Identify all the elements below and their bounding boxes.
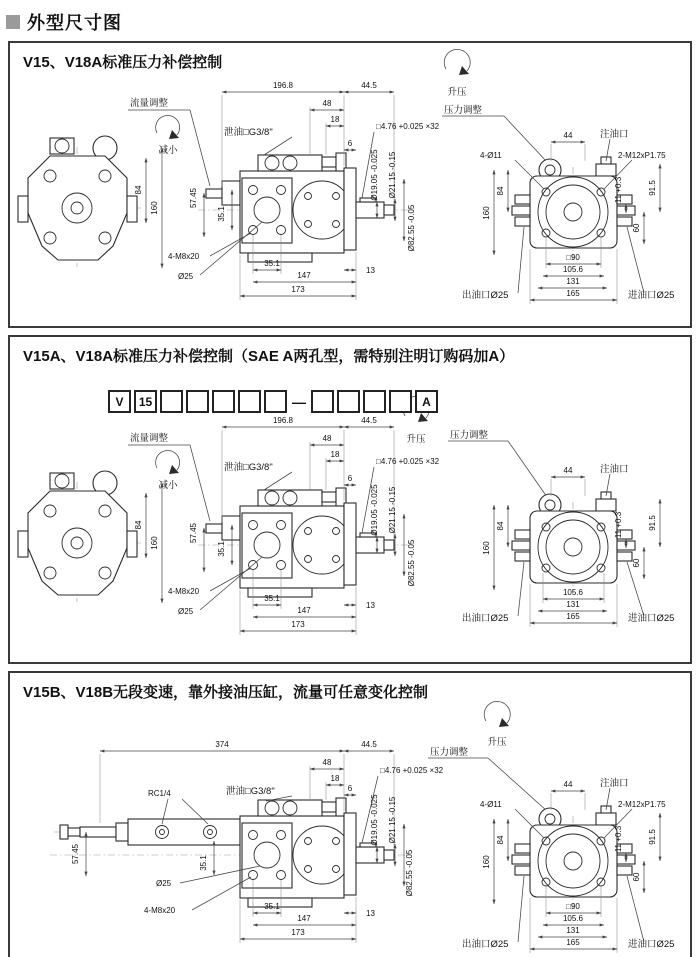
dim-173: 173: [291, 620, 305, 629]
dim-147: 147: [297, 914, 311, 923]
mount-bolts-label: 4-M8x20: [168, 587, 200, 596]
dim-57-45: 57.45: [189, 522, 198, 544]
outlet-port-label: 出油口Ø25: [462, 939, 509, 950]
fill-port-label: 注油口: [600, 129, 629, 140]
code-box-empty: [363, 390, 386, 413]
dim-r84: 84: [496, 521, 505, 531]
page-header: [0, 0, 700, 41]
flow-adjust-label: 流量调整: [130, 433, 169, 444]
code-dash: —: [292, 393, 306, 410]
outlet-port-label: 出油口Ø25: [462, 613, 509, 624]
dim-r91-5: 91.5: [648, 180, 657, 196]
dim-105-6: 105.6: [562, 914, 584, 923]
side-view: [168, 416, 440, 635]
dim-b35-1: 35.1: [264, 259, 280, 268]
dim-131: 131: [566, 600, 580, 609]
panel-v15a-v18a-sae: [8, 335, 692, 664]
dim-r91-5: 91.5: [648, 829, 657, 845]
dim-r160: 160: [482, 541, 491, 555]
cyl-ports-label: RC1/4: [148, 789, 171, 798]
dim-131: 131: [566, 926, 580, 935]
dim-shaft-d2: Ø21.15 -0.15: [388, 796, 397, 844]
decrease-label: 减小: [158, 480, 178, 491]
dim-35-1-v: 35.1: [217, 206, 226, 222]
dim-165: 165: [566, 289, 580, 298]
dim-r60: 60: [632, 872, 641, 882]
panel-v15b-v18b: [8, 671, 692, 957]
dim-44-5: 44.5: [361, 740, 377, 749]
dim-r44: 44: [563, 466, 573, 475]
dim-18: 18: [330, 450, 340, 459]
increase-label: 升压: [487, 737, 507, 748]
ring-bolts-label: 2-M12xP1.75: [618, 800, 666, 809]
drain-port-label: 泄油□G3/8": [226, 786, 275, 797]
dim-r91-5: 91.5: [648, 515, 657, 531]
code-box-suffix: A: [415, 390, 438, 413]
code-box-empty: [212, 390, 235, 413]
dim-57-45: 57.45: [71, 843, 80, 865]
dim-18: 18: [330, 774, 340, 783]
dim-48: 48: [322, 434, 332, 443]
pressure-adjust-label: 压力调整: [444, 105, 483, 116]
dim-front-160: 160: [150, 201, 159, 215]
dim-r44: 44: [563, 131, 573, 140]
dim-196-8: 196.8: [272, 416, 294, 425]
dim-18: 18: [330, 115, 340, 124]
dim-front-160: 160: [150, 536, 159, 550]
rear-view: [462, 777, 674, 953]
dim-13: 13: [366, 266, 375, 275]
dim-sq90: □90: [566, 253, 580, 262]
code-box-empty: [311, 390, 334, 413]
panel2-title: V15A、V18A标准压力补偿控制（SAE A两孔型，需特别注明订购码加A）: [23, 348, 515, 365]
pressure-adjust-label: 压力调整: [430, 747, 469, 758]
front-view: [18, 136, 162, 268]
code-box-empty: [389, 390, 412, 413]
inlet-port-label: 进油口Ø25: [628, 939, 675, 950]
dim-13: 13: [366, 909, 375, 918]
dim-44-5: 44.5: [361, 81, 377, 90]
dim-13: 13: [366, 601, 375, 610]
pressure-increase-icon: [484, 701, 510, 727]
fill-port-label: 注油口: [600, 464, 629, 475]
outlet-port-label: 出油口Ø25: [462, 290, 509, 301]
drain-port-label: 泄油□G3/8": [224, 127, 273, 138]
panel1-drawing: [10, 43, 688, 322]
shaft-dia-label: Ø25: [178, 607, 194, 616]
dim-165: 165: [566, 938, 580, 947]
dim-6: 6: [347, 139, 353, 148]
pressure-adjust-label: 压力调整: [450, 430, 489, 441]
dim-front-84: 84: [134, 520, 143, 530]
panel2-drawing: [10, 337, 688, 658]
inlet-port-label: 进油口Ø25: [628, 290, 675, 301]
dim-r84: 84: [496, 186, 505, 196]
section-bullet-icon: [6, 15, 20, 29]
dim-b35-1: 35.1: [264, 902, 280, 911]
increase-label: 升压: [447, 87, 467, 98]
dim-173: 173: [291, 285, 305, 294]
dim-front-84: 84: [134, 185, 143, 195]
dim-r160: 160: [482, 206, 491, 220]
dim-374: 374: [215, 740, 229, 749]
dim-pilot-d: Ø82.55 -0.05: [407, 204, 416, 252]
decrease-rotate-icon: [156, 450, 180, 474]
dim-r11: 11 +0.3: [614, 825, 623, 853]
dim-sq90: □90: [566, 902, 580, 911]
dim-35-1-v: 35.1: [199, 855, 208, 871]
dim-b35-1: 35.1: [264, 594, 280, 603]
dim-r11: 11 +0.3: [614, 176, 623, 204]
dim-shaft-d1: Ø19.05 -0.025: [370, 794, 379, 846]
dim-165: 165: [566, 612, 580, 621]
mount-bolts-label: 4-M8x20: [168, 252, 200, 261]
dim-shaft-d1: Ø19.05 -0.025: [370, 484, 379, 536]
shaft-dia-label: Ø25: [178, 272, 194, 281]
increase-label: 升压: [406, 434, 426, 445]
page-title: 外型尺寸图: [27, 13, 122, 33]
dim-105-6: 105.6: [562, 265, 584, 274]
code-box-empty: [186, 390, 209, 413]
dim-196-8: 196.8: [272, 81, 294, 90]
dim-r84: 84: [496, 835, 505, 845]
code-box-empty: [337, 390, 360, 413]
key-spec-label: □4.76 +0.025 ×32: [380, 766, 444, 775]
panel3-title: V15B、V18B无段变速，靠外接油压缸，流量可任意变化控制: [23, 684, 429, 701]
flange-holes-label: 4-Ø11: [480, 800, 502, 809]
code-box-size: 15: [134, 390, 157, 413]
panel1-title: V15、V18A标准压力补偿控制: [23, 54, 223, 71]
mount-bolts-label: 4-M8x20: [144, 906, 176, 915]
dim-r44: 44: [563, 780, 573, 789]
code-box-empty: [238, 390, 261, 413]
dim-48: 48: [322, 758, 332, 767]
inlet-port-label: 进油口Ø25: [628, 613, 675, 624]
key-spec-label: □4.76 +0.025 ×32: [376, 457, 440, 466]
dim-147: 147: [297, 271, 311, 280]
dim-57-45: 57.45: [189, 187, 198, 209]
decrease-label: 减小: [158, 145, 178, 156]
dim-r60: 60: [632, 223, 641, 233]
side-view: [50, 740, 444, 943]
model-code: [108, 390, 438, 413]
panel3-drawing: [10, 673, 688, 957]
code-box-empty: [160, 390, 183, 413]
flow-adjust-label: 流量调整: [130, 98, 169, 109]
dim-6: 6: [347, 784, 353, 793]
ring-bolts-label: 2-M12xP1.75: [618, 151, 666, 160]
shaft-dia-label: Ø25: [156, 879, 172, 888]
dim-44-5: 44.5: [361, 416, 377, 425]
dim-48: 48: [322, 99, 332, 108]
dim-r60: 60: [632, 558, 641, 568]
drain-port-label: 泄油□G3/8": [224, 462, 273, 473]
fill-port-label: 注油口: [600, 778, 629, 789]
dim-6: 6: [347, 474, 353, 483]
rear-view: [462, 463, 674, 627]
dim-35-1-v: 35.1: [217, 541, 226, 557]
dim-105-6: 105.6: [562, 588, 584, 597]
dim-shaft-d1: Ø19.05 -0.025: [370, 149, 379, 201]
dim-147: 147: [297, 606, 311, 615]
pressure-increase-icon: [444, 49, 470, 75]
side-view: [168, 81, 440, 300]
dim-173: 173: [291, 928, 305, 937]
key-spec-label: □4.76 +0.025 ×32: [376, 122, 440, 131]
panel-v15-v18a: [8, 41, 692, 328]
dim-pilot-d: Ø82.55 -0.05: [405, 849, 414, 897]
dim-r11: 11 +0.3: [614, 511, 623, 539]
dim-pilot-d: Ø82.55 -0.05: [407, 539, 416, 587]
decrease-rotate-icon: [156, 115, 180, 139]
code-box-empty: [264, 390, 287, 413]
dim-shaft-d2: Ø21.15 -0.15: [388, 486, 397, 534]
flange-holes-label: 4-Ø11: [480, 151, 502, 160]
dim-131: 131: [566, 277, 580, 286]
code-box-prefix: V: [108, 390, 131, 413]
rear-view: [462, 128, 674, 304]
dim-shaft-d2: Ø21.15 -0.15: [388, 151, 397, 199]
front-view: [18, 471, 162, 603]
dim-r160: 160: [482, 855, 491, 869]
